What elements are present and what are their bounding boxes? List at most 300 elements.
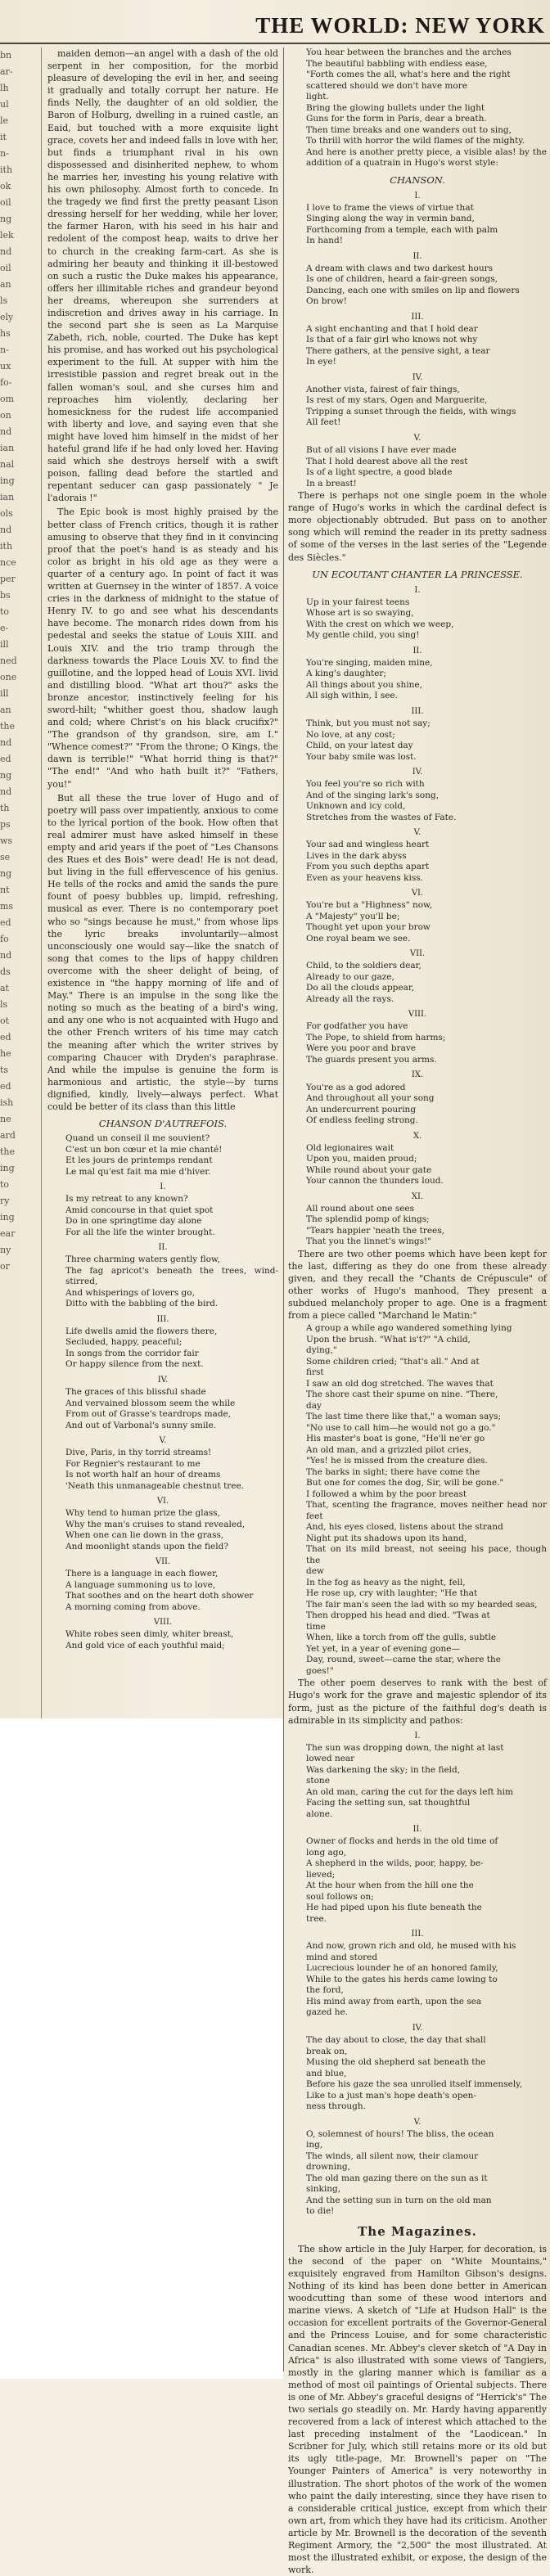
stanza-number: I. [160, 1182, 166, 1192]
verse-line: His mind away from earth, upon the sea [306, 1996, 482, 2006]
verse-line: A "Majesty" you'll be; [306, 911, 400, 921]
verse-line: drowning, [306, 2162, 350, 2173]
verse-line: Is one of children, heard a fair-green songs, [306, 274, 498, 285]
stanza [288, 779, 547, 823]
verse-line: That soothes and on the heart doth shower [65, 1591, 254, 1601]
margin-fragment: oil [0, 263, 11, 273]
verse-line: Quand un conseil il me souvient? [65, 1133, 210, 1144]
verse-line: Lucrecious lounder he of an honored family, [306, 1963, 498, 1974]
stanza-number: VI. [156, 1497, 169, 1506]
stanza [288, 900, 547, 944]
masthead-title: THE WORLD: NEW YORK [255, 13, 545, 38]
stanza [47, 1254, 278, 1310]
margin-fragment: nd [0, 786, 12, 797]
verse-line: Think, but you must not say; [306, 718, 431, 728]
verse-line: The splendid pomp of kings; [306, 1214, 430, 1225]
verse-line: time [306, 1621, 326, 1632]
verse-line: His master's boat is gone, "He'll ne'er go [306, 1434, 485, 1444]
verse-line: 'Neath this unmanageable chestnut tree. [65, 1480, 245, 1491]
verse-line: gazed he. [306, 2007, 349, 2018]
article-paragraph: The show article in the July Harper, for decoration, is the second of the paper on "White Mountains," exquisitely engraved from Hamilton Gibson's designs. Nothing of its kind has been done better in American woodcutting than some of these wood interiors and marine views. A sketch of "Life at Hudson Hall" is the occasion for excellent portraits of the Governor-General and the Princess Louise, and for some characteristic Canadian scenes. Mr. Abbey's clever sketch of "A Day in Africa" is also illustrated with some views of Tangiers, mostly in the glaring manner which is familiar as a method of most oil paintings of Oriental subjects. There is one of Mr. Abbey's graceful designs of "Herrick's" The two serials go steadily on. Mr. Hardy having apparently recovered from a lack of interest which attached to the last preceding instalment of the "Laodicean." In Scribner for July, which still retains more or its old but its ugly title-page, Mr. Brownell's paper on "The Younger Painters of America" is very noteworthy in illustration. The short photos of the work of the women who paint the daily interesting, since they have risen to a considerable critical justice, except from which their own art, from which they have had its criticism. Another article by Mr. Brownell is the decoration of the seventh Regiment Armory, the "2,500" the most illustrated. At most the illustrated exhibit, or expose, the design of the work. [288, 2243, 547, 2576]
verse-line: I saw an old dog stretched. The waves that [306, 1378, 494, 1389]
stanza [288, 840, 547, 884]
stanza-number: V. [413, 2117, 422, 2127]
verse-line: Is of a light spectre, a good blade [306, 467, 453, 478]
verse-line: Before his gaze the sea unrolled itself immensely, [306, 2079, 523, 2090]
verse-line: In songs from the corridor fair [65, 1348, 199, 1358]
margin-fragment: ry [0, 1196, 10, 1206]
verse-line: The old man gazing there on the sun as it [306, 2173, 488, 2183]
verse-line: goes!" [306, 1665, 334, 1676]
margin-fragment: se [0, 852, 11, 862]
stanza [47, 1387, 278, 1431]
verse-line: Singing along the way in vermin band, [306, 214, 475, 224]
verse-line: Is not worth half an hour of dreams [65, 1470, 221, 1480]
verse-line: On brow! [306, 296, 347, 307]
verse-line: From out of Grasse's teardrops made, [65, 1409, 232, 1420]
verse-line: For Regnier's restaurant to me [65, 1458, 201, 1469]
margin-fragment: ws [0, 835, 13, 846]
margin-fragment: per [0, 574, 16, 584]
margin-fragment: or [0, 1261, 10, 1272]
verse-line: An old man, caring the cut for the days left him [306, 1786, 513, 1797]
verse-line: That I hold dearest above all the rest [306, 456, 468, 466]
verse-line: But of all visions I have ever made [306, 445, 457, 456]
verse-line: break on, [306, 2046, 348, 2056]
verse-line: soul follows on; [306, 1891, 374, 1902]
stanza [288, 2129, 547, 2218]
stanza [288, 597, 547, 642]
verse-line: And now, grown rich and old, he mused with his [306, 1941, 516, 1952]
stanza [288, 263, 547, 308]
margin-fragment: nd [0, 950, 12, 961]
verse-line: ness through. [306, 2101, 366, 2112]
margin-fragment: at [0, 983, 9, 993]
stanza [47, 1629, 278, 1651]
stanza [47, 1194, 278, 1238]
margin-fragment: ny [0, 1245, 11, 1255]
stanza-number: IV. [412, 768, 423, 777]
margin-fragment: one [0, 672, 17, 682]
margin-fragment: on [0, 410, 11, 421]
verse-line: Some children cried; "that's all." And at [306, 1356, 480, 1367]
stanza-number: I. [414, 191, 421, 200]
margin-fragment: ear [0, 1228, 16, 1239]
verse-line: The graces of this blissful shade [65, 1387, 206, 1398]
stanza [288, 203, 547, 247]
stanza-number: VIII. [408, 1010, 427, 1020]
margin-fragment: an [0, 705, 11, 715]
verse-line: There gathers, at the pensive sight, a tear [306, 345, 490, 356]
margin-fragment: nt [0, 885, 10, 895]
stanza-number: VII. [155, 1557, 171, 1567]
poem-stanzas [47, 1181, 278, 1651]
verse-line: Is rest of my stars, Ogen and Marguerite, [306, 395, 488, 406]
article-paragraph: But all these the true lover of Hugo and of poetry will pass over impatiently, anxious to come to the lyrical portion of the book. How often that real admirer must have asked himself in these empty and arid years if the poet of "Les Chansons des Rues et des Bois" were dead! He is not dead, but living in the full effervescence of his genius. He tells of the rocks and amid the sands the pure fount of poesy bubbles up, limpid, refreshing, musical as ever. There is no contemporary poet who so "sings because he must," from whose lips the lyric breaks involuntarily—almost unconsciously one would say—like the snatch of song that comes to the lips of happy children overcome with the sheer delight of being, of existence in "the happy morning of life and of May." There is an impulse in the song like the noting so much as the beating of a bird's wing, and any one who is not acquainted with Hugo and the other French writers of his time may catch the meaning after which the writer strives by comparing Chaucer with Dryden's paraphrase. And while the impulse is genuine the form is harmonious and artistic, the style—by turns dignified, kindly, lively—always perfect. What could be better of its class than this little [47, 792, 278, 1112]
verse-line: And whisperings of lovers go, [65, 1287, 195, 1298]
verse-line: Bring the glowing bullets under the light [306, 102, 485, 113]
margin-fragment: ard [0, 1130, 16, 1141]
verse-line: "No use to call him—he would not go a go." [306, 1422, 496, 1433]
verse-line: You're singing, maiden mine, [306, 657, 433, 668]
stanza [288, 445, 547, 489]
verse-line: For all the life the winter brought. [65, 1227, 215, 1237]
verse-line: Do all the clouds appear, [306, 983, 415, 993]
stanza-number: VI. [411, 889, 424, 898]
verse-line: scattered should we don't have more [306, 80, 467, 91]
margin-fragment: om [0, 394, 15, 404]
verse-line: A king's daughter; [306, 669, 386, 679]
stanza-number: IV. [157, 1375, 169, 1385]
verse-line: The barks in sight; there have come the [306, 1466, 480, 1477]
verse-line: Dancing, each one with smiles on lip and flowers [306, 285, 520, 295]
stanza [288, 1021, 547, 1065]
verse-line: "Tears happier 'neath the trees, [306, 1225, 444, 1236]
margin-fragment: ing [0, 1212, 15, 1223]
margin-fragment: the [0, 721, 16, 732]
verse-line: lowed near [306, 1754, 355, 1764]
verse-line: And out of Varbonal's sunny smile. [65, 1420, 217, 1430]
margin-fragment: ls [0, 295, 8, 306]
verse-line: Thought yet upon your brow [306, 922, 431, 933]
margin-fragment: ne [0, 1114, 11, 1124]
verse-line: And vervained blossom seem the while [65, 1398, 236, 1408]
verse-line: Day, round, sweet—came the star, where the [306, 1655, 501, 1665]
stanza-number: III. [411, 706, 424, 716]
verse-line: Stretches from the wastes of Fate. [306, 812, 457, 822]
margin-fragment: ot [0, 1016, 10, 1026]
verse-line: And throughout all your song [306, 1093, 435, 1104]
verse-line: From you such depths apart [306, 862, 430, 872]
verse-line: Dive, Paris, in thy torrid streams! [65, 1448, 212, 1458]
verse-line: While round about your gate [306, 1164, 432, 1175]
poem-fragment [288, 1323, 547, 1677]
margin-fragment: ing [0, 475, 15, 486]
verse-line: A dream with claws and two darkest hours [306, 263, 494, 273]
margin-fragment: le [0, 115, 9, 126]
stanza-number: IV. [412, 2023, 423, 2033]
verse-line: Then time breaks and one wanders out to sing, [306, 124, 512, 135]
stanza [288, 1204, 547, 1248]
margin-fragment: ely [0, 312, 14, 322]
verse-line: the ford, [306, 1985, 344, 1996]
verse-line: Even as your heavens kiss. [306, 872, 423, 883]
margin-fragment: nd [0, 426, 12, 437]
verse-line: light. [306, 92, 329, 101]
verse-line: first [306, 1367, 324, 1378]
verse-line: To thrill with horror the wild flames of the mighty. [306, 136, 525, 146]
verse-line: Three charming waters gently flow, [65, 1254, 220, 1265]
verse-line: An old man, and a grizzled pilot cries, [306, 1444, 472, 1455]
verse-line: Night put its shadows upon its hand, [306, 1533, 467, 1543]
verse-line: A group a while ago wandered something lying [306, 1323, 512, 1334]
verse-line: dew [306, 1566, 324, 1577]
verse-line: A shepherd in the wilds, poor, happy, be- [306, 1858, 484, 1869]
verse-line: You're as a god adored [306, 1082, 406, 1092]
margin-fragment: ng [0, 770, 12, 781]
verse-line: mind and stored [306, 1952, 378, 1962]
verse-line: "Yes! he is missed from the creature dies. [306, 1456, 488, 1466]
stanza [288, 1083, 547, 1127]
verse-line: tree. [306, 1913, 327, 1924]
margin-fragment: bs [0, 590, 11, 601]
margin-fragment: ned [0, 655, 17, 666]
margin-fragment: to [0, 606, 10, 617]
poem-stanzas [288, 584, 547, 1248]
column-right [288, 47, 547, 2576]
verse-line: There is a language in each flower, [65, 1569, 219, 1579]
stanza-number: X. [412, 1131, 422, 1141]
stanza-number: III. [156, 1314, 169, 1324]
margin-fragment: lek [0, 230, 14, 241]
verse-line: The fair man's seen the lad with so my bearded seas, [306, 1599, 538, 1610]
margin-fragment: ed [0, 1032, 11, 1043]
blank-clipping-area [0, 1718, 283, 2379]
verse-line: Owner of flocks and herds in the old time of [306, 1836, 498, 1847]
verse-line: While to the gates his herds came lowing to [306, 1974, 498, 1984]
verse-line: Already to our gaze, [306, 971, 394, 982]
margin-fragment: ill [0, 688, 9, 699]
verse-line: alone. [306, 1808, 333, 1819]
stanza-number: I. [414, 1731, 421, 1741]
poem-stanzas [288, 190, 547, 489]
verse-line: With the crest on which we weep, [306, 619, 454, 629]
margin-fragment: n- [0, 148, 9, 159]
stanza-number: III. [411, 312, 424, 322]
verse-line: Then dropped his head and died. "Twas at [306, 1610, 490, 1621]
verse-line: In hand! [306, 236, 343, 246]
verse-line: Le mal qu'est fait ma mie d'hiver. [65, 1166, 211, 1177]
verse-line: stone [306, 1776, 330, 1786]
verse-line: A morning coming from above. [65, 1601, 201, 1612]
margin-fragment: ed [0, 754, 11, 764]
stanza [47, 1508, 278, 1552]
stanza-number: V. [413, 828, 422, 838]
verse-line: Unknown and icy cold, [306, 801, 406, 812]
verse-line: I love to frame the views of virtue that [306, 202, 474, 213]
verse-line: In a breast! [306, 478, 357, 489]
column-divider [283, 47, 284, 2371]
margin-fragment: nd [0, 737, 12, 748]
verse-line: Lives in the dark abyss [306, 850, 407, 861]
margin-fragment: ith [0, 541, 13, 552]
verse-line: The shore cast their spume on nine. "There, [306, 1389, 498, 1400]
verse-line: For godfather you have [306, 1021, 408, 1032]
verse-line: My gentle child, you sing! [306, 630, 420, 641]
stanza-number: VII. [409, 949, 426, 959]
stanza-number: V. [413, 433, 422, 443]
margin-fragment: ng [0, 868, 12, 879]
stanza [288, 2035, 547, 2113]
verse-line: The beautiful babbling with endless ease, [306, 58, 488, 69]
verse-line: Yet yet, in a year of evening gone— [306, 1643, 461, 1654]
margin-fragment: bn [0, 50, 12, 61]
verse-line: The fag apricot's beneath the trees, wind-stirred, [65, 1265, 278, 1287]
verse-line: The guards present you arms. [306, 1054, 437, 1065]
poem-title: CHANSON D'AUTREFOIS. [98, 1118, 228, 1130]
margin-fragment: the [0, 1146, 16, 1157]
verse-line: When, like a torch from off the gulls, subtle [306, 1633, 497, 1643]
margin-fragment: ps [0, 819, 11, 830]
margin-fragment: an [0, 279, 11, 290]
verse-line: Upon you, maiden proud; [306, 1154, 417, 1164]
verse-line: and blue, [306, 2068, 347, 2078]
margin-fragment: ith [0, 164, 13, 175]
stanza-number: IX. [411, 1070, 424, 1080]
stanza [47, 1448, 278, 1492]
verse-line: He rose up, cry with laughter; "He that [306, 1588, 478, 1599]
verse-line: Already all the rays. [306, 993, 394, 1004]
margin-fragment: hs [0, 328, 11, 339]
verse-line: Forthcoming from a temple, each with palm [306, 224, 498, 235]
verse-line: The Pope, to shield from harms; [306, 1032, 446, 1043]
verse-line: Tripping a sunset through the fields, with wings [306, 406, 516, 417]
margin-fragment: he [0, 1048, 11, 1059]
verse-line: Whose art is so swaying, [306, 608, 414, 619]
stanza-number: VIII. [153, 1618, 173, 1628]
stanza [288, 1941, 547, 2019]
verse-line: Amid concourse in that quiet spot [65, 1205, 214, 1215]
poem-epigraph [47, 1133, 278, 1178]
stanza-number: I. [414, 585, 421, 595]
header-rule [0, 43, 550, 44]
poem-title: CHANSON. [390, 173, 445, 186]
verse-line: sinking, [306, 2184, 341, 2195]
margin-fragment: ian [0, 443, 15, 453]
margin-fragment: nce [0, 557, 16, 568]
verse-line: Why the man's cruises to stand revealed, [65, 1519, 246, 1529]
stanza-number: III. [411, 1930, 424, 1939]
verse-line: Were you poor and brave [306, 1043, 417, 1054]
verse-line: I followed a whim by the poor breast [306, 1488, 467, 1499]
verse-line: Was darkening the sky; in the field, [306, 1764, 461, 1775]
stanza-number: IV. [412, 372, 423, 382]
verse-line: And, his eyes closed, listens about the strand [306, 1522, 503, 1533]
verse-line: One royal beam we see. [306, 933, 411, 943]
stanza [288, 1143, 547, 1187]
verse-line: In the fog as heavy as the night, fell, [306, 1577, 466, 1587]
stanza [288, 658, 547, 702]
lead-verse [288, 47, 547, 169]
margin-fragment: nd [0, 246, 12, 257]
verse-line: At the hour when from the hill one the [306, 1880, 474, 1891]
margin-fragment: ux [0, 361, 11, 372]
poem-title: UN ECOUTANT CHANTER LA PRINCESSE. [312, 568, 523, 580]
verse-line: Guns for the form in Paris, dear a breath. [306, 114, 487, 124]
verse-line: And moonlight stands upon the field? [65, 1541, 228, 1551]
margin-fragment: ls [0, 999, 8, 1010]
margin-fragment: th [0, 803, 10, 813]
stanza [47, 1569, 278, 1613]
verse-line: You feel you're so rich with [306, 779, 425, 790]
margin-fragment: ul [0, 99, 9, 110]
margin-fragment: e- [0, 623, 9, 633]
verse-line: The last time there like that," a woman says; [306, 1412, 502, 1422]
verse-line: All sigh within, I see. [306, 691, 398, 701]
verse-line: ing, [306, 2140, 323, 2150]
verse-line: And here is another pretty piece, a visible alas! by the addition of a quatrain in Hugo's worst style: [306, 146, 547, 168]
verse-line: A sight enchanting and that I hold dear [306, 323, 478, 334]
verse-line: lieved; [306, 1869, 336, 1880]
stanza-number: II. [412, 1825, 422, 1835]
verse-line: You're but a "Highness" now, [306, 900, 433, 911]
verse-line: Of endless feeling strong. [306, 1115, 418, 1126]
article-paragraph: The Epic book is most highly praised by the better class of French critics, though it is rather amusing to observe that they find in it convincing proof that the poet's hand is as steady and his color as bright in his old age as they were a quarter of a century ago. In point of fact it was written at Guernsey in the winter of 1857. A voice cries in the darkness of midnight to the statue of Henry IV. to go and see what his descendants have become. The monarch rides down from his pedestal and seeks the statue of Louis XIII. and Louis XIV. and the trio tramp through the darkness towards the Place Louis XV. to find the guillotine, and the lopped head of Louis XVI. livid and distilling blood. "What art thou?" asks the bronze ancestor, instinctively feeling for his sword-hilt; "whither goest thou, shadow laugh and cold; where Christ's on his black crucifix?" "The grandson of thy grandson, sire, am I." "Whence comest?" "From the throne; O Kings, the dawn is terrible!" "What horrid thing is that?" "The end!" "And who hath built it?" "Fathers, you!" [47, 507, 278, 790]
verse-line: Another vista, fairest of fair things, [306, 384, 460, 394]
verse-line: Ditto with the babbling of the bird. [65, 1299, 219, 1309]
verse-line: He had piped upon his flute beneath the [306, 1903, 482, 1913]
verse-line: Up in your fairest teens [306, 597, 410, 607]
margin-fragment: ok [0, 181, 11, 191]
verse-line: White robes seen dimly, whiter breast, [65, 1629, 234, 1640]
article-paragraph: The other poem deserves to rank with the best of Hugo's work for the grave and majestic splendor of its form, just as the picture of the faithful dog's death is admirable in its simplicity and pathos: [288, 1678, 547, 1726]
verse-line: Is that of a fair girl who knows not why [306, 335, 478, 345]
verse-line: The winds, all silent now, their clamour [306, 2150, 479, 2161]
stanza [47, 1326, 278, 1371]
margin-fragment: ed [0, 917, 11, 928]
verse-line: Upon the brush. "What is't?" "A child, [306, 1334, 471, 1344]
verse-line: Et les jours de printemps rendant [65, 1155, 213, 1166]
verse-line: Life dwells amid the flowers there, [65, 1326, 218, 1336]
verse-line: And the setting sun in turn on the old man [306, 2195, 492, 2205]
verse-line: All things about you shine, [306, 679, 422, 690]
margin-fragment: oil [0, 197, 11, 208]
stanza [288, 961, 547, 1005]
article-paragraph: There are two other poems which have been kept for the last, differing as they do one from these already given, and they recall the "Chants de Crépuscule" of other works of Hugo's manhood, They present a subdued melancholy proper to age. One is a fragment from a piece called "Marchand le Matin:" [288, 1248, 547, 1322]
margin-fragment: ols [0, 508, 13, 519]
verse-line: to die! [306, 2206, 335, 2217]
verse-line: O, solemnest of hours! The bliss, the ocean [306, 2128, 494, 2139]
stanza [288, 324, 547, 368]
article-paragraph: maiden demon—an angel with a dash of the old serpent in her composition, for the morbid pleasure of developing the evil in her, and seeing it gradually and totally corrupt her nature. He finds Nelly, the daughter of an old soldier, the Baron of Holburg, dwelling in a ruined castle, an Eaid, but touched with a more exquisite light grace, covets her and indeed falls in love with her, but finds a triumphant rival in his own dispossessed and disinherited nephew, to whom he marries her, investing his young relative with his own philosophy. Almost forth to concede. In the tragedy we find first the pretty peasant Lison dressing herself for her wedding, while her lover, the farmer Haron, with his seed in his hair and redolent of the compost heap, waits to drive her to church in the creaking farm-cart. As she is admiring her beauty and thinking it ill-bestowed on such a rustic the Duke makes his appearance, offers her illimitable riches and grandeur beyond her dreams, whereupon she surrenders at indiscretion and drives away in his carriage. In the second part she is seen as La Marquise Zabeth, rich, noble, courted. The Duke has kept his promise, and has worked out his psychological experiment to the full. At supper with him the irresistible passion and regret break out in the fallen woman's soul, and she curses him and reproaches him violently, declaring her homesickness for the rudest life accompanied with liberty and love, and saying even that she might have loved him himself in the midst of her hateful grand life if he had only loved her. Having said which she destroys herself with a swift poison, falling dead before the startled and repentant seducer can gasp passionately " Je l'adorais !" [47, 48, 278, 504]
verse-line: C'est un bon cœur et la mie chanté! [65, 1144, 223, 1155]
margin-fragment: ill [0, 639, 9, 650]
verse-line: Facing the setting sun, sat thoughtful [306, 1798, 471, 1808]
verse-line: Or happy silence from the next. [65, 1359, 204, 1370]
verse-line: No love, at any cost; [306, 729, 395, 740]
stanza-number: II. [158, 1243, 168, 1253]
stanza-number: V. [159, 1436, 167, 1446]
margin-fragment: to [0, 1179, 10, 1190]
verse-line: Is my retreat to any known? [65, 1194, 188, 1205]
verse-line: All round about one sees [306, 1203, 415, 1214]
verse-line: When one can lie down in the grass, [65, 1530, 224, 1541]
margin-fragment: nal [0, 459, 15, 470]
verse-line: Child, on your latest day [306, 741, 413, 750]
margin-fragment: ds [0, 966, 11, 977]
poem-stanzas [288, 1730, 547, 2218]
verse-line: You hear between the branches and the arches [306, 47, 512, 57]
margin-fragment: ms [0, 901, 14, 912]
verse-line: Old legionaires wait [306, 1142, 394, 1153]
margin-fragment: ts [0, 1065, 9, 1075]
stanza [288, 385, 547, 429]
stanza [288, 1836, 547, 1925]
margin-fragment: ish [0, 1097, 14, 1108]
verse-line: Like to a just man's hope death's open- [306, 2090, 476, 2101]
verse-line: Your sad and wingless heart [306, 840, 430, 850]
margin-fragment: ng [0, 214, 12, 224]
column-left [47, 47, 278, 1758]
verse-line: long ago, [306, 1847, 347, 1858]
verse-line: "Forth comes the all, what's here and the right [306, 70, 511, 79]
margin-fragment: ing [0, 1163, 15, 1173]
verse-line: That on its mild breast, not seeing his pace, though the [306, 1544, 547, 1565]
verse-line: The day about to close, the day that shall [306, 2035, 486, 2046]
verse-line: Your cannon the thunders loud. [306, 1176, 444, 1187]
verse-line: Do in one springtime day alone [65, 1216, 202, 1227]
verse-line: And of the singing lark's song, [306, 790, 440, 800]
